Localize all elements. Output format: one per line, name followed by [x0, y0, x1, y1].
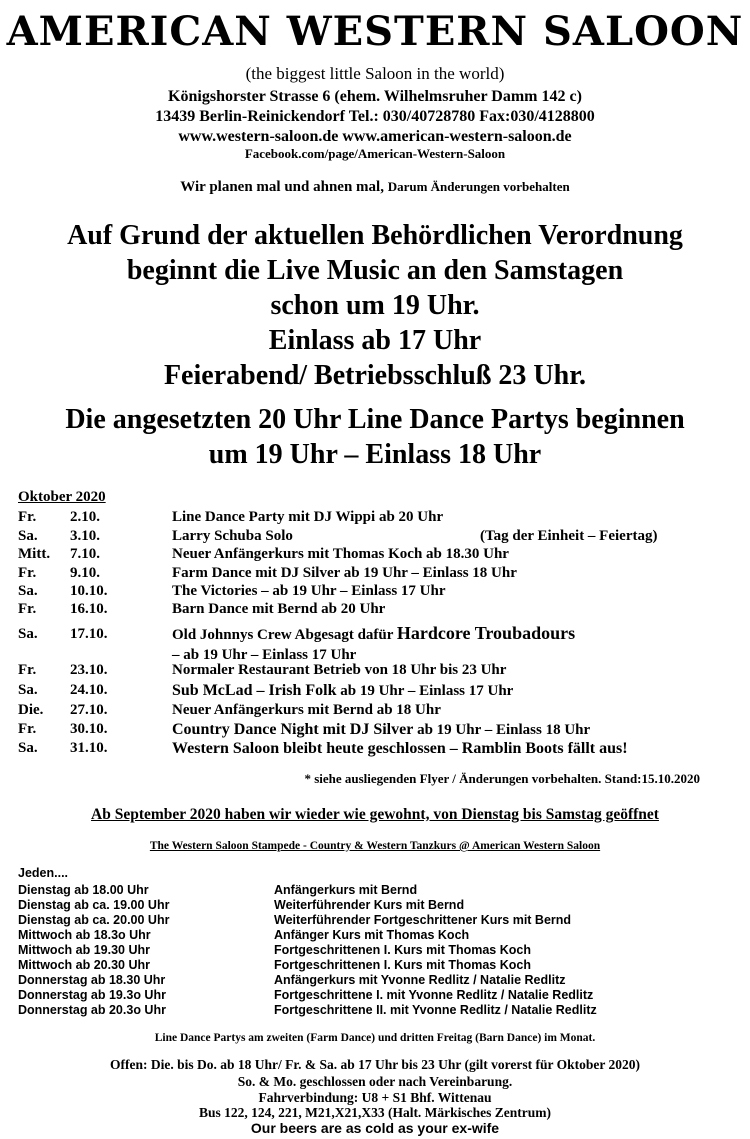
- event-text: Neuer Anfängerkurs mit Thomas Koch ab 18.30 Uhr: [172, 546, 509, 562]
- announcement-line-4: Einlass ab 17 Uhr: [268, 325, 482, 356]
- event-date: 16.10.: [70, 601, 108, 617]
- event-text: Neuer Anfängerkurs mit Bernd ab 18 Uhr: [172, 702, 441, 718]
- table-row: [18, 739, 738, 758]
- event-day: Fr.: [18, 601, 37, 617]
- table-row: [18, 681, 738, 700]
- event-date: 31.10.: [70, 740, 108, 756]
- opening-hours: Offen: Die. bis Do. ab 18 Uhr/ Fr. & Sa. ab 17 Uhr bis 23 Uhr (gilt vorerst für Oktober 2020): [109, 1057, 640, 1072]
- list-item: Donnerstag ab 20.3o Uhr Fortgeschrittene II. mit Yvonne Redlitz / Natalie Redlitz: [18, 1003, 597, 1017]
- event-text: Line Dance Party mit DJ Wippi ab 20 Uhr: [172, 509, 444, 525]
- disclaimer-part-a: Wir planen mal und ahnen mal,: [180, 179, 384, 195]
- event-date: 10.10.: [70, 583, 108, 599]
- list-item: Dienstag ab ca. 19.00 Uhr Weiterführender Kurs mit Bernd: [18, 898, 465, 912]
- schedule-month: Oktober 2020: [18, 489, 106, 505]
- table-row: [18, 545, 738, 564]
- list-item: Mittwoch ab 19.30 Uhr Fortgeschrittenen I. Kurs mit Thomas Koch: [18, 943, 531, 957]
- event-day: Sa.: [18, 682, 38, 698]
- event-day: Sa.: [18, 740, 38, 756]
- list-item: Dienstag ab ca. 20.00 Uhr Weiterführender Fortgeschrittener Kurs mit Bernd: [18, 913, 572, 927]
- stampede-title: The Western Saloon Stampede - Country & Western Tanzkurs @ American Western Saloon: [149, 840, 601, 852]
- event-text: Old Johnnys Crew Abgesagt dafür Hardcore Troubadours – ab 19 Uhr – Einlass 17 Uhr: [172, 623, 576, 663]
- event-date: 7.10.: [70, 546, 100, 562]
- table-row: [18, 720, 738, 739]
- event-text: The Victories – ab 19 Uhr – Einlass 17 Uhr: [172, 583, 446, 599]
- list-item: Donnerstag ab 19.3o Uhr Fortgeschrittene I. mit Yvonne Redlitz / Natalie Redlitz: [18, 988, 594, 1002]
- table-row: [18, 527, 738, 546]
- event-date: 23.10.: [70, 662, 108, 678]
- event-highlight: Hardcore Troubadours: [396, 623, 576, 643]
- event-day: Fr.: [18, 662, 37, 678]
- event-date: 9.10.: [70, 565, 100, 581]
- slogan: Our beers are as cold as your ex-wife: [250, 1120, 500, 1136]
- announcement-line-2: beginnt die Live Music an den Samstagen: [126, 255, 624, 286]
- event-date: 24.10.: [70, 682, 108, 698]
- table-row: [18, 564, 738, 583]
- facebook-link: Facebook.com/page/American-Western-Saloon: [244, 146, 506, 161]
- list-item: Donnerstag ab 18.30 Uhr Anfängerkurs mit Yvonne Redlitz / Natalie Redlitz: [18, 973, 566, 987]
- address-line-1: Königshorster Strasse 6 (ehem. Wilhelmsruher Damm 142 c): [168, 88, 582, 105]
- event-day: Fr.: [18, 509, 37, 525]
- event-text: Farm Dance mit DJ Silver ab 19 Uhr – Einlass 18 Uhr: [172, 565, 517, 581]
- event-text: Western Saloon bleibt heute geschlossen – Ramblin Boots fällt aus!: [172, 740, 628, 757]
- list-item: Mittwoch ab 18.3o Uhr Anfänger Kurs mit Thomas Koch: [18, 928, 470, 942]
- subtitle: (the biggest little Saloon in the world): [245, 64, 505, 83]
- event-day: Fr.: [18, 565, 37, 581]
- event-date: 17.10.: [70, 626, 108, 642]
- opening-notice: Ab September 2020 haben wir wieder wie gewohnt, von Dienstag bis Samstag geöffnet: [91, 806, 659, 823]
- event-text: Sub McLad – Irish Folk ab 19 Uhr – Einlass 17 Uhr: [172, 682, 514, 699]
- announcement-line-1: Auf Grund der aktuellen Behördlichen Verordnung: [67, 220, 683, 251]
- bus-info: Bus 122, 124, 221, M21,X21,X33 (Halt. Märkisches Zentrum): [198, 1105, 552, 1120]
- event-date: 2.10.: [70, 509, 100, 525]
- table-row: [18, 582, 738, 601]
- announcement-line-3: schon um 19 Uhr.: [270, 290, 480, 321]
- event-date: 27.10.: [70, 702, 108, 718]
- table-row: [18, 701, 738, 720]
- line-dance-note: Line Dance Partys am zweiten (Farm Dance) und dritten Freitag (Barn Dance) im Monat.: [154, 1032, 596, 1044]
- event-day: Die.: [18, 702, 44, 718]
- event-day: Sa.: [18, 626, 38, 642]
- disclaimer-part-b: Darum Änderungen vorbehalten: [387, 179, 570, 194]
- table-row: [18, 600, 738, 619]
- event-day: Fr.: [18, 721, 37, 737]
- line-dance-notice-2: um 19 Uhr – Einlass 18 Uhr: [208, 439, 542, 470]
- event-text: Barn Dance mit Bernd ab 20 Uhr: [172, 601, 386, 617]
- page-title: AMERICAN WESTERN SALOON: [6, 8, 744, 55]
- line-dance-notice-1: Die angesetzten 20 Uhr Line Dance Partys beginnen: [65, 404, 685, 435]
- event-text: Normaler Restaurant Betrieb von 18 Uhr bis 23 Uhr: [172, 662, 507, 678]
- list-item: Dienstag ab 18.00 Uhr Anfängerkurs mit Bernd: [18, 883, 418, 897]
- weekly-intro: Jeden....: [18, 866, 69, 880]
- event-text: Country Dance Night mit DJ Silver ab 19 Uhr – Einlass 18 Uhr: [172, 721, 591, 738]
- transit-info: Fahrverbindung: U8 + S1 Bhf. Wittenau: [258, 1090, 492, 1105]
- websites: www.western-saloon.de www.american-western-saloon.de: [178, 128, 572, 145]
- event-day: Mitt.: [18, 546, 51, 562]
- announcement-line-5: Feierabend/ Betriebsschluß 23 Uhr.: [163, 360, 587, 391]
- disclaimer: [0, 179, 750, 196]
- event-date: 30.10.: [70, 721, 108, 737]
- event-note: (Tag der Einheit – Feiertag): [480, 528, 658, 544]
- list-item: Mittwoch ab 20.30 Uhr Fortgeschrittenen I. Kurs mit Thomas Koch: [18, 958, 531, 972]
- table-row: [18, 623, 738, 663]
- event-text: Larry Schuba Solo: [172, 528, 293, 544]
- table-row: [18, 661, 738, 680]
- event-day: Sa.: [18, 528, 38, 544]
- address-line-2: 13439 Berlin-Reinickendorf Tel.: 030/40728780 Fax:030/4128800: [155, 108, 595, 125]
- table-row: [18, 508, 738, 527]
- event-date: 3.10.: [70, 528, 100, 544]
- closed-days: So. & Mo. geschlossen oder nach Vereinbarung.: [237, 1074, 513, 1089]
- event-day: Sa.: [18, 583, 38, 599]
- footnote: * siehe ausliegenden Flyer / Änderungen vorbehalten. Stand:15.10.2020: [304, 771, 700, 786]
